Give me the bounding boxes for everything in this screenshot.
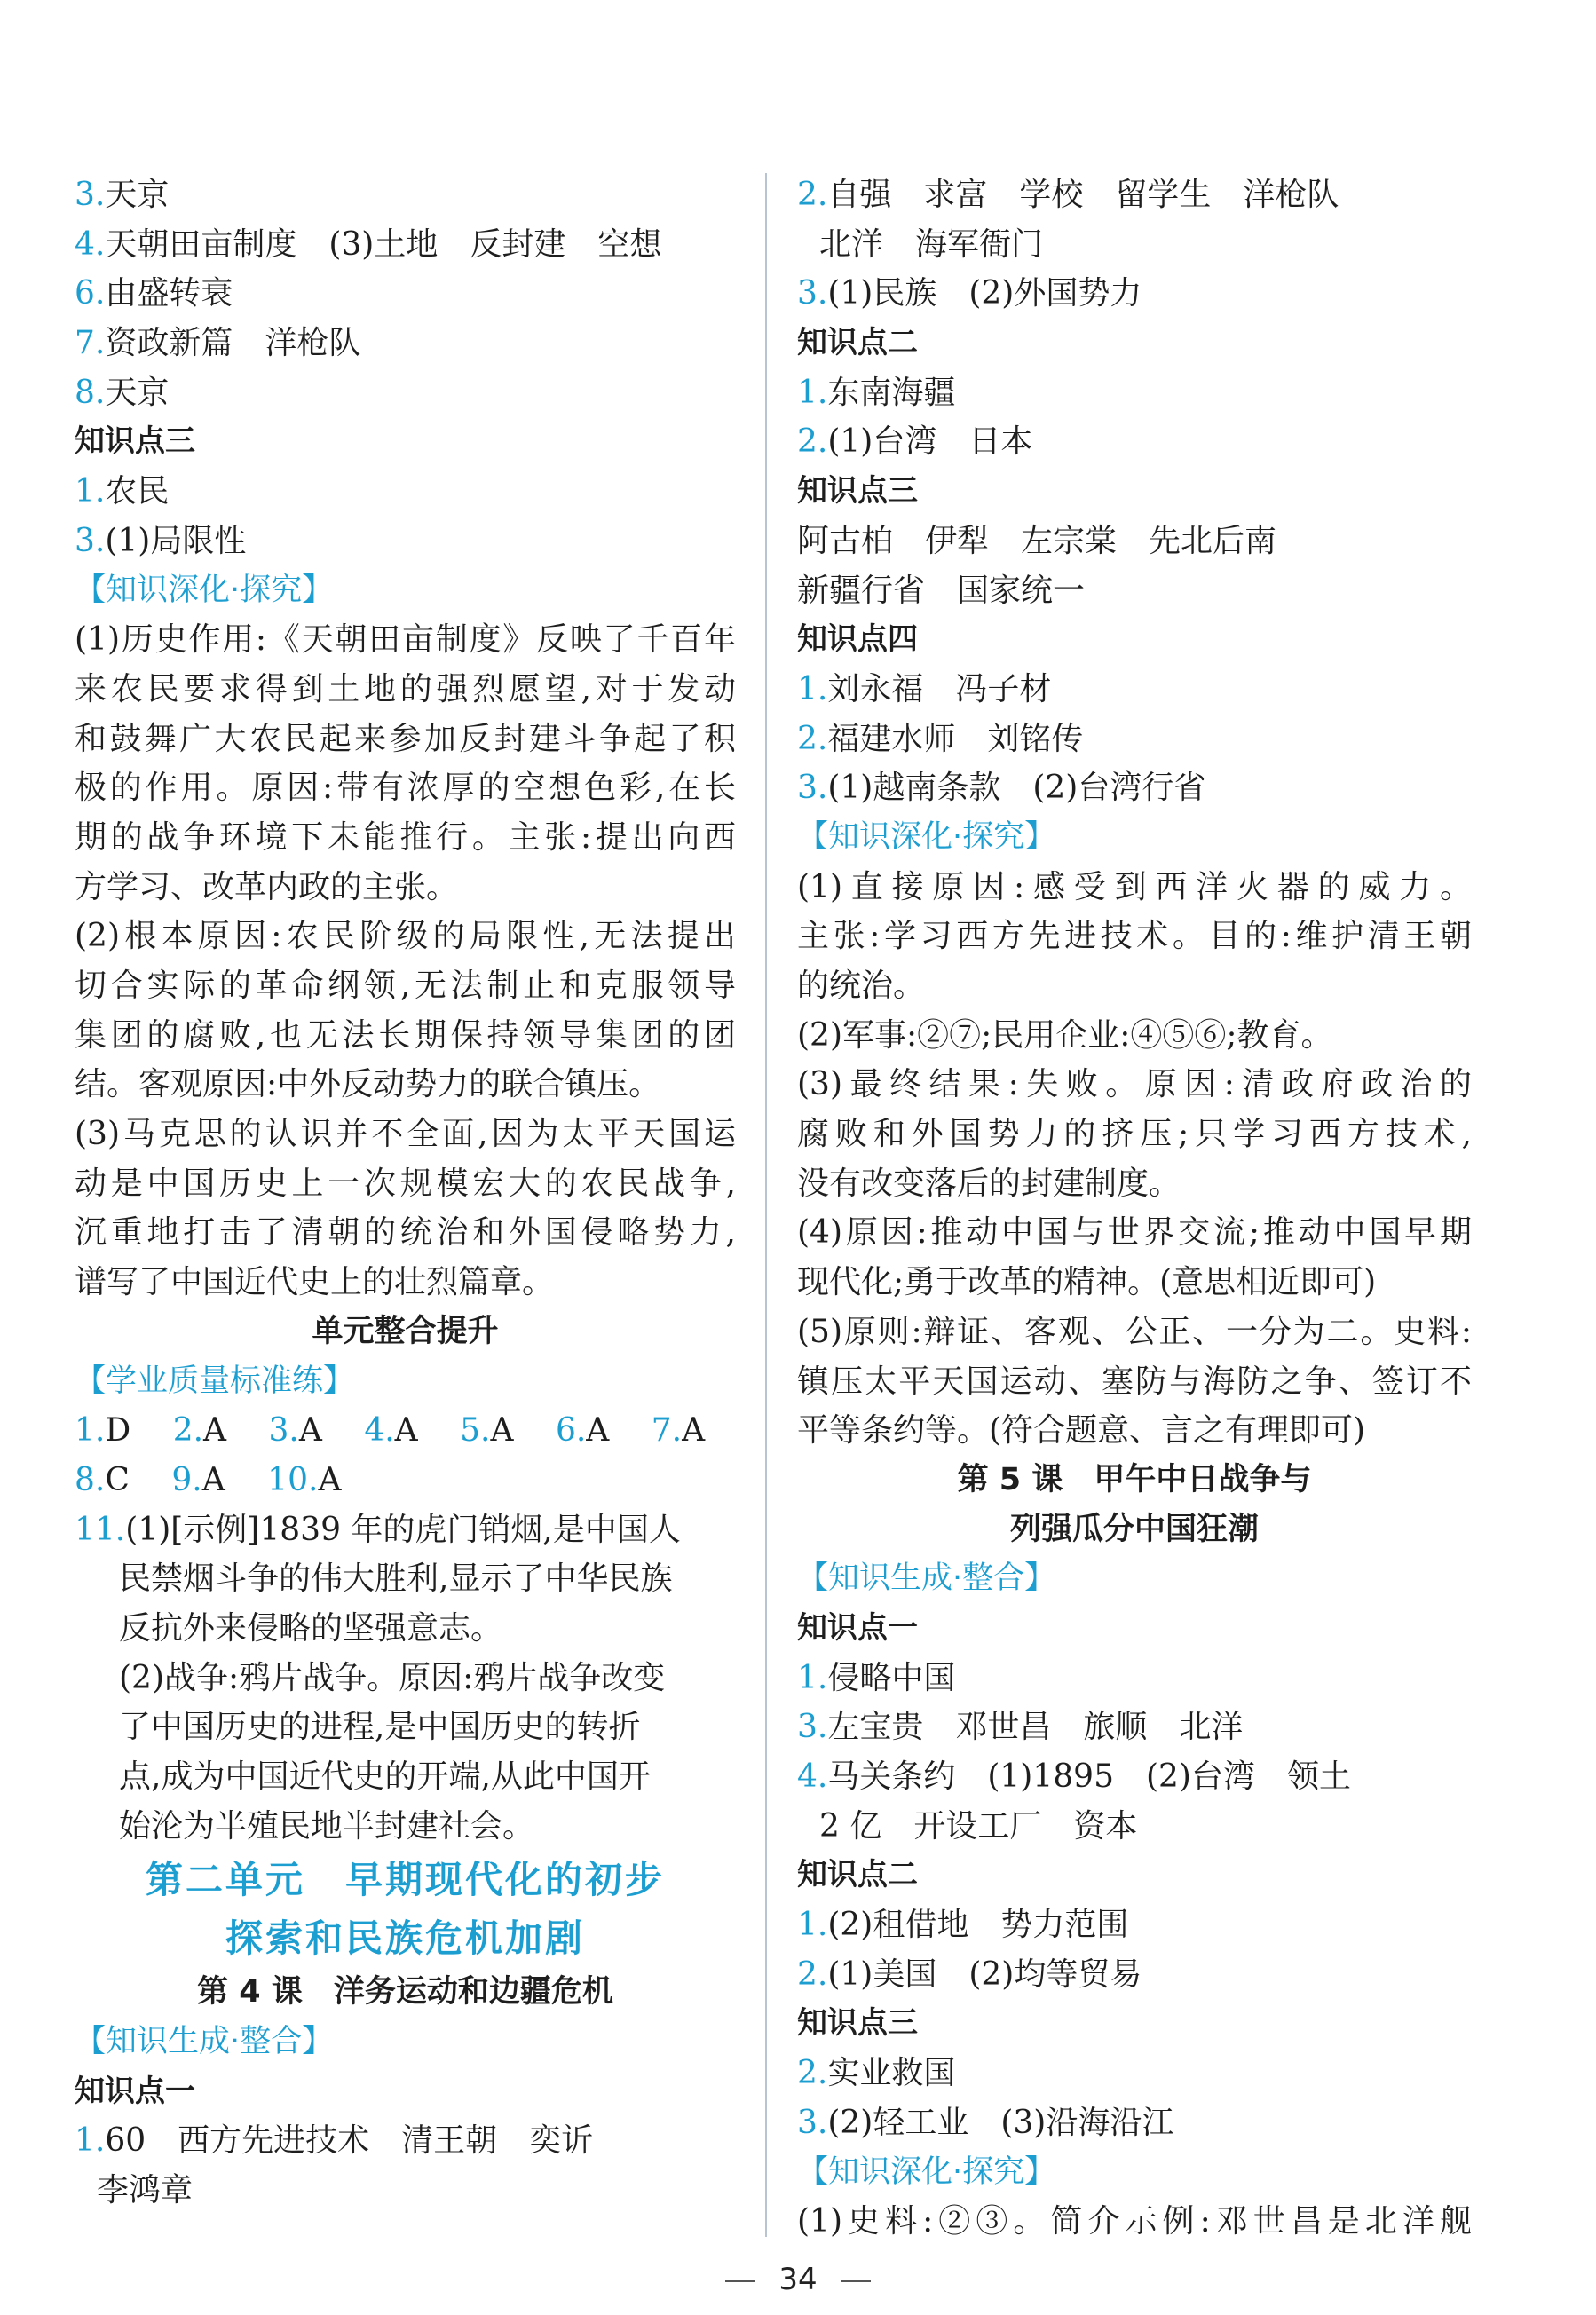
section-heading: 知识点三 xyxy=(797,473,918,510)
list-item: 8.天京 xyxy=(75,374,170,411)
paragraph-line: (1)历史作用:《天朝田亩制度》反映了千百年 xyxy=(75,621,736,659)
answer-row: 1.D 2.A 3.A 4.A 5.A 6.A 7.A xyxy=(75,1412,706,1450)
right-column xyxy=(797,170,1472,2247)
paragraph-line: (2)根本原因:农民阶级的局限性,无法提出 xyxy=(75,918,736,955)
list-item: 1.60 西方先进技术 清王朝 奕䜣 xyxy=(75,2122,594,2160)
answer-row: 8.C 9.A 10.A xyxy=(75,1461,342,1498)
list-item: 6.由盛转衰 xyxy=(75,275,233,312)
unit-title: 探索和民族危机加剧 xyxy=(225,1916,585,1961)
paragraph-line: 阿古柏 伊犁 左宗棠 先北后南 xyxy=(797,522,1277,559)
paragraph-line: (3)最终结果:失败。原因:清政府政治的 xyxy=(797,1066,1472,1103)
list-item: 1.东南海疆 xyxy=(797,374,956,411)
paragraph-line: (2)军事:②⑦;民用企业:④⑤⑥;教育。 xyxy=(797,1016,1333,1054)
list-item: 3.(2)轻工业 (3)沿海沿江 xyxy=(797,2104,1174,2141)
section-heading: 知识点三 xyxy=(75,423,195,460)
paragraph-line: (1)史料:②③。简介示例:邓世昌是北洋舰 xyxy=(797,2203,1472,2240)
list-item: 3.(1)民族 (2)外国势力 xyxy=(797,275,1142,312)
paragraph-line: (2)战争:鸦片战争。原因:鸦片战争改变 xyxy=(119,1659,666,1696)
section-tag: 【知识深化·探究】 xyxy=(75,572,334,608)
section-heading: 知识点二 xyxy=(797,1857,918,1893)
paragraph-line: 平等条约等。(符合题意、言之有理即可) xyxy=(797,1412,1366,1450)
section-tag: 【知识生成·整合】 xyxy=(75,2024,334,2060)
paragraph-line: 始沦为半殖民地半封建社会。 xyxy=(119,1807,535,1845)
footer-dash-right xyxy=(841,2280,871,2282)
paragraph-line: 方学习、改革内政的主张。 xyxy=(75,868,459,905)
paragraph-line: 的统治。 xyxy=(797,968,926,1004)
list-item: 3.天京 xyxy=(75,177,170,213)
list-item: 7.资政新篇 洋枪队 xyxy=(75,325,361,362)
paragraph-line: 沉重地打击了清朝的统治和外国侵略势力, xyxy=(75,1214,736,1252)
paragraph-line: 李鸿章 xyxy=(97,2172,194,2209)
paragraph-line: 和鼓舞广大农民起来参加反封建斗争起了积 xyxy=(75,720,736,757)
paragraph-line: 集团的腐败,也无法长期保持领导集团的团 xyxy=(75,1016,736,1054)
list-item: 3.(1)局限性 xyxy=(75,522,247,559)
paragraph-line: 动是中国历史上一次规模宏大的农民战争, xyxy=(75,1165,736,1202)
list-item: 4.天朝田亩制度 (3)土地 反封建 空想 xyxy=(75,225,662,263)
footer-dash-left xyxy=(725,2280,755,2282)
page-footer xyxy=(0,2262,1596,2297)
section-heading: 知识点二 xyxy=(797,325,918,361)
unit-summary-title: 单元整合提升 xyxy=(312,1313,499,1349)
paragraph-line: 镇压太平天国运动、塞防与海防之争、签订不 xyxy=(797,1363,1472,1400)
paragraph-line: 来农民要求得到土地的强烈愿望,对于发动 xyxy=(75,670,736,707)
paragraph-line: 点,成为中国近代史的开端,从此中国开 xyxy=(119,1758,651,1795)
lesson-title: 第 4 课 洋务运动和边疆危机 xyxy=(197,1974,613,2011)
lesson-title: 列强瓜分中国狂潮 xyxy=(1009,1511,1259,1547)
lesson-title: 第 5 课 甲午中日战争与 xyxy=(957,1461,1312,1497)
section-tag: 【学业质量标准练】 xyxy=(75,1363,355,1399)
paragraph-line: 结。客观原因:中外反动势力的联合镇压。 xyxy=(75,1066,661,1103)
paragraph-line: 2 亿 开设工厂 资本 xyxy=(819,1807,1138,1845)
paragraph-line: (1)直接原因:感受到西洋火器的威力。 xyxy=(797,868,1472,905)
paragraph-line: (5)原则:辩证、客观、公正、一分为二。史料: xyxy=(797,1313,1472,1350)
paragraph-line: 切合实际的革命纲领,无法制止和克服领导 xyxy=(75,968,736,1004)
paragraph-line: 北洋 海军衙门 xyxy=(819,225,1044,263)
paragraph-line: 现代化;勇于改革的精神。(意思相近即可) xyxy=(797,1264,1377,1301)
list-item: 4.马关条约 (1)1895 (2)台湾 领土 xyxy=(797,1758,1351,1795)
paragraph-line: 民禁烟斗争的伟大胜利,显示了中华民族 xyxy=(119,1560,673,1598)
page-number: 34 xyxy=(778,2262,818,2297)
paragraph-line: 主张:学习西方先进技术。目的:维护清王朝 xyxy=(797,918,1472,955)
list-item: 2.福建水师 刘铭传 xyxy=(797,720,1084,757)
paragraph-line: 新疆行省 国家统一 xyxy=(797,572,1086,609)
paragraph-line: 期的战争环境下未能推行。主张:提出向西 xyxy=(75,818,736,856)
section-heading: 知识点一 xyxy=(797,1609,918,1646)
paragraph-line: 极的作用。原因:带有浓厚的空想色彩,在长 xyxy=(75,770,736,807)
list-item: 2.(1)美国 (2)均等贸易 xyxy=(797,1956,1142,1993)
list-item: 1.农民 xyxy=(75,473,170,510)
list-item: 1.侵略中国 xyxy=(797,1659,956,1696)
list-item: 11.(1)[示例]1839 年的虎门销烟,是中国人 xyxy=(75,1511,681,1548)
list-item: 2.自强 求富 学校 留学生 洋枪队 xyxy=(797,177,1339,213)
list-item: 1.刘永福 冯子材 xyxy=(797,670,1052,707)
unit-title: 第二单元 早期现代化的初步 xyxy=(145,1858,665,1902)
paragraph-line: (4)原因:推动中国与世界交流;推动中国早期 xyxy=(797,1214,1472,1252)
paragraph-line: 了中国历史的进程,是中国历史的转折 xyxy=(119,1709,641,1746)
section-heading: 知识点一 xyxy=(75,2073,195,2109)
section-tag: 【知识生成·整合】 xyxy=(797,1560,1056,1597)
paragraph-line: 没有改变落后的封建制度。 xyxy=(797,1165,1181,1202)
section-heading: 知识点四 xyxy=(797,621,918,658)
list-item: 2.(1)台湾 日本 xyxy=(797,423,1033,461)
section-tag: 【知识深化·探究】 xyxy=(797,818,1056,855)
column-divider xyxy=(765,173,767,2237)
section-tag: 【知识深化·探究】 xyxy=(797,2153,1056,2190)
list-item: 3.左宝贵 邓世昌 旅顺 北洋 xyxy=(797,1709,1244,1746)
paragraph-line: 腐败和外国势力的挤压;只学习西方技术, xyxy=(797,1116,1472,1153)
list-item: 3.(1)越南条款 (2)台湾行省 xyxy=(797,770,1206,807)
list-item: 2.实业救国 xyxy=(797,2055,956,2092)
paragraph-line: (3)马克思的认识并不全面,因为太平天国运 xyxy=(75,1116,736,1153)
section-heading: 知识点三 xyxy=(797,2005,918,2042)
left-column xyxy=(75,170,736,2216)
list-item: 1.(2)租借地 势力范围 xyxy=(797,1907,1129,1944)
paragraph-line: 反抗外来侵略的坚强意志。 xyxy=(119,1609,503,1647)
paragraph-line: 谱写了中国近代史上的壮烈篇章。 xyxy=(75,1264,555,1301)
